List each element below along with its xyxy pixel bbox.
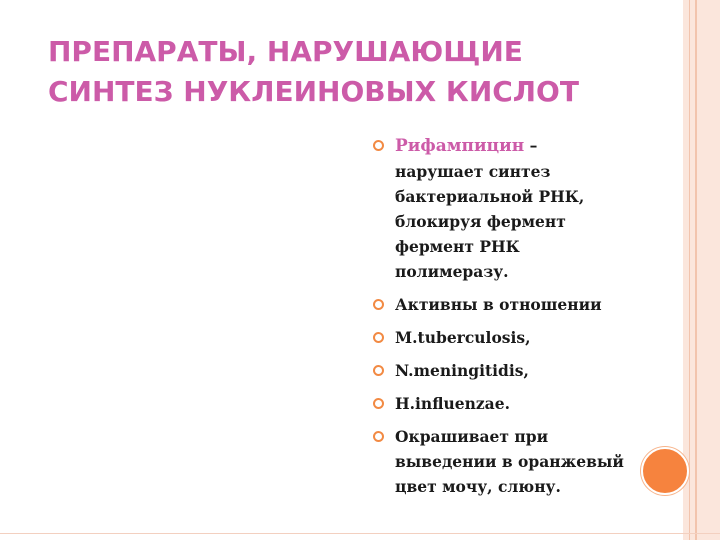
list-item-coloring	[373, 424, 683, 499]
list-item-hinfluenzae	[373, 391, 683, 416]
item-line: бактериальной РНК,	[395, 187, 585, 206]
right-decor-line	[695, 0, 697, 540]
bullet-icon	[373, 398, 384, 409]
item-line: нарушает синтез	[395, 162, 551, 181]
bullet-list	[373, 133, 683, 507]
item-line: M.tuberculosis,	[395, 328, 531, 347]
list-item-nmeningitidis	[373, 358, 683, 383]
title-line-2: СИНТЕЗ НУКЛЕИНОВЫХ КИСЛОТ	[48, 75, 579, 108]
item-line: цвет мочу, слюну.	[395, 477, 561, 496]
list-item-rifampicin	[373, 133, 683, 284]
dash: –	[524, 136, 538, 155]
item-line: Окрашивает при	[395, 427, 549, 446]
drug-name: Рифампицин	[395, 136, 525, 156]
item-line	[395, 133, 683, 159]
item-line: блокируя фермент	[395, 212, 566, 231]
bullet-icon	[373, 299, 384, 310]
bullet-icon	[373, 140, 384, 151]
bullet-icon	[373, 332, 384, 343]
item-line: N.meningitidis,	[395, 361, 529, 380]
bullet-icon	[373, 431, 384, 442]
bottom-decor-line	[0, 533, 720, 534]
right-decor-line-thin	[689, 0, 690, 540]
list-item-activity	[373, 292, 683, 317]
item-line: H.influenzae.	[395, 394, 510, 413]
item-line: Активны в отношении	[395, 295, 602, 314]
item-line: полимеразу.	[395, 262, 509, 281]
slide-title	[48, 32, 688, 112]
bullet-icon	[373, 365, 384, 376]
title-line-1: ПРЕПАРАТЫ, НАРУШАЮЩИЕ	[48, 35, 523, 68]
item-line: выведении в оранжевый	[395, 452, 624, 471]
list-item-mtuberculosis	[373, 325, 683, 350]
item-line: фермент РНК	[395, 237, 520, 256]
